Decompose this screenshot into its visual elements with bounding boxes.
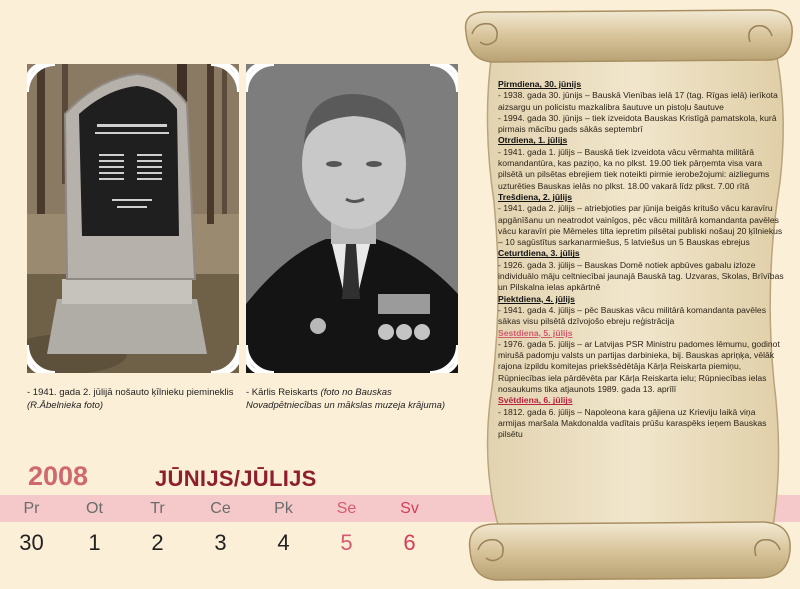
weekday-thu: Ce <box>210 500 231 517</box>
portrait-photo <box>246 64 458 373</box>
monument-caption <box>27 386 237 412</box>
date-cell-sunday: 6 <box>403 530 416 555</box>
day-entry: - 1941. gada 1. jūlijs – Bauskā tiek izveidota vācu vērmahta militārā komandantūra, kas paziņo, ka no plkst. 19.00 tiek pārņemta visa vara pilsētā un pilsētas ebrejiem tiek noteikti pirmie ierobežojumi: aizliegums uzturēties Bauskas ielās no plkst. 18.00 vakarā līdz plkst. 7.00 rītā <box>498 146 770 191</box>
portrait-caption <box>246 386 461 412</box>
monument-photo <box>27 64 239 373</box>
day-block-wednesday <box>498 192 784 248</box>
day-block-sunday <box>498 395 784 440</box>
day-title: Trešdiena, 2. jūlijs <box>498 191 573 202</box>
day-title: Pirmdiena, 30. jūnijs <box>498 79 582 89</box>
weekday-wed: Tr <box>150 500 165 517</box>
calendar-year: 2008 <box>28 461 89 491</box>
weekday-fri: Pk <box>274 500 293 517</box>
portrait-caption-credit: (foto no Bauskas Novadpētniecības un mākslas muzeja krājuma) <box>246 387 446 411</box>
weekday-sun: Sv <box>400 500 419 517</box>
date-cell: 3 <box>214 530 227 555</box>
monument-caption-text: - 1941. gada 2. jūlijā nošauto ķīlnieku piemineklis <box>27 387 234 398</box>
day-block-monday <box>498 79 784 135</box>
day-entry: - 1994. gada 30. jūnijs – tiek izveidota Bauskas Kristīgā pamatskola, kurā pirmais mācību gads sākās septembrī <box>498 112 777 135</box>
day-title: Piektdiena, 4. jūlijs <box>498 293 575 304</box>
portrait-caption-text: - Kārlis Reiskarts <box>246 387 321 398</box>
day-title: Ceturtdiena, 3. jūlijs <box>498 248 580 259</box>
day-block-saturday <box>498 328 784 396</box>
day-entry: - 1812. gada 6. jūlijs – Napoleona kara gājiena uz Krieviju laikā viņa armijas maršala Makdonalda vadītais prūšu karaspēks ieņem Bauskas pilsētu <box>498 406 767 440</box>
day-title: Sestdiena, 5. jūlijs <box>498 327 573 338</box>
date-cell: 2 <box>151 530 164 555</box>
date-row <box>0 530 441 556</box>
day-entry: - 1938. gada 30. jūnijs – Bauskā Vienības ielā 17 (tag. Rīgas ielā) ierīkota aizsargu un policistu mazkalibra šautuve un pistoļu šautuve <box>498 90 778 112</box>
weekday-mon: Pr <box>23 500 40 517</box>
date-cell-saturday: 5 <box>340 530 353 555</box>
date-cell: 4 <box>277 530 290 555</box>
calendar-months: JŪNIJS/JŪLIJS <box>155 466 317 491</box>
date-cell: 30 <box>19 530 44 555</box>
day-entry: - 1976. gada 5. jūlijs – ar Latvijas PSR Ministru padomes lēmumu, godinot mirušā padomju valsts un partijas darbinieka, bij. Bauskas apriņķa, vēlāk rajona izpildu komitejas priekšsēdētāja Kārļa Reiskarta piemiņu, Rūpniecības iela pārdēvēta par Kārļa Reiskarta ielu; Rūpniecības ielas nosaukums tika atjaunots 1989. gada 13. aprīlī <box>498 338 780 395</box>
day-title: Otrdiena, 1. jūlijs <box>498 135 568 146</box>
date-cell: 1 <box>88 530 101 555</box>
day-title: Svētdiena, 6. jūlijs <box>498 395 573 406</box>
weekday-row <box>0 500 441 518</box>
monument-caption-credit: (R.Ābelnieka foto) <box>27 400 104 411</box>
day-entry: - 1941. gada 4. jūlijs – pēc Bauskas vācu militārā komandanta pavēles sākas visu pilsētā dzīvojošo ebreju reģistrācija <box>498 304 766 327</box>
weekday-tue: Ot <box>86 500 103 517</box>
day-entry: - 1926. gada 3. jūlijs – Bauskas Domē notiek apbūves gabalu izloze individuālo māju celtniecībai jaunajā Bauskā tag. Uzvaras, Skolas, Brīvības un Pilskalna ielas apkārtnē <box>498 259 784 293</box>
day-block-thursday <box>498 248 784 293</box>
day-entry: - 1941. gada 2. jūlijs – atriebjoties par jūnija beigās kritušo vācu karavīru apgānīšanu un neatrodot vainīgos, pēc vācu militārā komandanta pavēles vācu karavīri pie Mēmeles tilta iepretim pilsētai publiski nošauj 20 ķīlniekus – 10 sagūstītus sarkanarmiešus, 5 latviešus un 5 Bauskas ebrejus <box>498 203 783 248</box>
history-notes <box>498 79 784 441</box>
day-block-friday <box>498 294 784 328</box>
day-block-tuesday <box>498 135 784 191</box>
weekday-sat: Se <box>336 500 357 517</box>
